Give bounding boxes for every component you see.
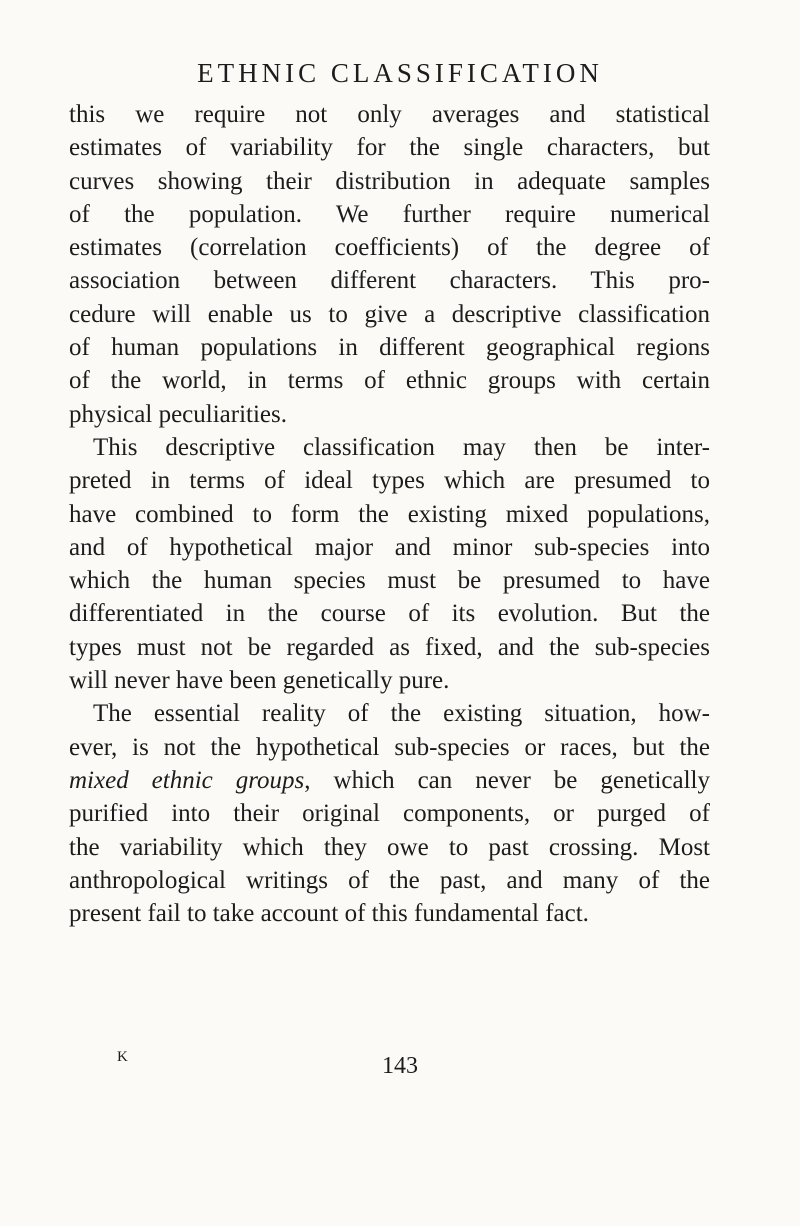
italic-phrase: mixed ethnic groups [69, 766, 305, 794]
body-text [69, 98, 710, 930]
signature-mark: K [117, 1049, 128, 1065]
text-fragment: , which can never be genetically [304, 766, 711, 794]
text-line: ever, is not the hypothetical sub-species or races, but the [69, 733, 710, 761]
text-line: the variability which they owe to past crossing. Most [69, 833, 710, 861]
text-line: estimates of variability for the single characters, but [69, 134, 710, 162]
text-line: this we require not only averages and statistical [69, 101, 710, 128]
text-line: and of hypothetical major and minor sub-species into [69, 533, 710, 561]
text-line: This descriptive classification may then be inter- [93, 433, 710, 461]
text-line: preted in terms of ideal types which are presumed to [69, 467, 710, 495]
text-line: of the world, in terms of ethnic groups with certain [69, 367, 710, 395]
text-line: present fail to take account of this fundamental fact. [69, 900, 589, 928]
text-line: curves showing their distribution in adequate samples [69, 167, 710, 195]
text-line: types must not be regarded as fixed, and the sub-species [69, 633, 710, 661]
text-line: cedure will enable us to give a descriptive classification [69, 300, 710, 328]
text-line: of the population. We further require numerical [69, 200, 710, 228]
text-line: which the human species must be presumed to have [69, 567, 710, 595]
text-line: will never have been genetically pure. [69, 667, 450, 695]
text-line: physical peculiarities. [69, 400, 287, 428]
text-line: association between different characters. This pro- [69, 267, 710, 295]
text-line: purified into their original components, or purged of [69, 800, 710, 828]
page-number: 143 [382, 1053, 418, 1079]
text-line: The essential reality of the existing situation, how- [93, 700, 710, 728]
running-head: ETHNIC CLASSIFICATION [197, 58, 603, 88]
text-line: have combined to form the existing mixed populations, [69, 500, 710, 528]
text-line: anthropological writings of the past, and many of the [69, 866, 710, 894]
text-line [69, 764, 710, 797]
text-line: of human populations in different geographical regions [69, 334, 710, 362]
text-line: differentiated in the course of its evolution. But the [69, 600, 710, 628]
text-line: estimates (correlation coefficients) of the degree of [69, 234, 710, 262]
